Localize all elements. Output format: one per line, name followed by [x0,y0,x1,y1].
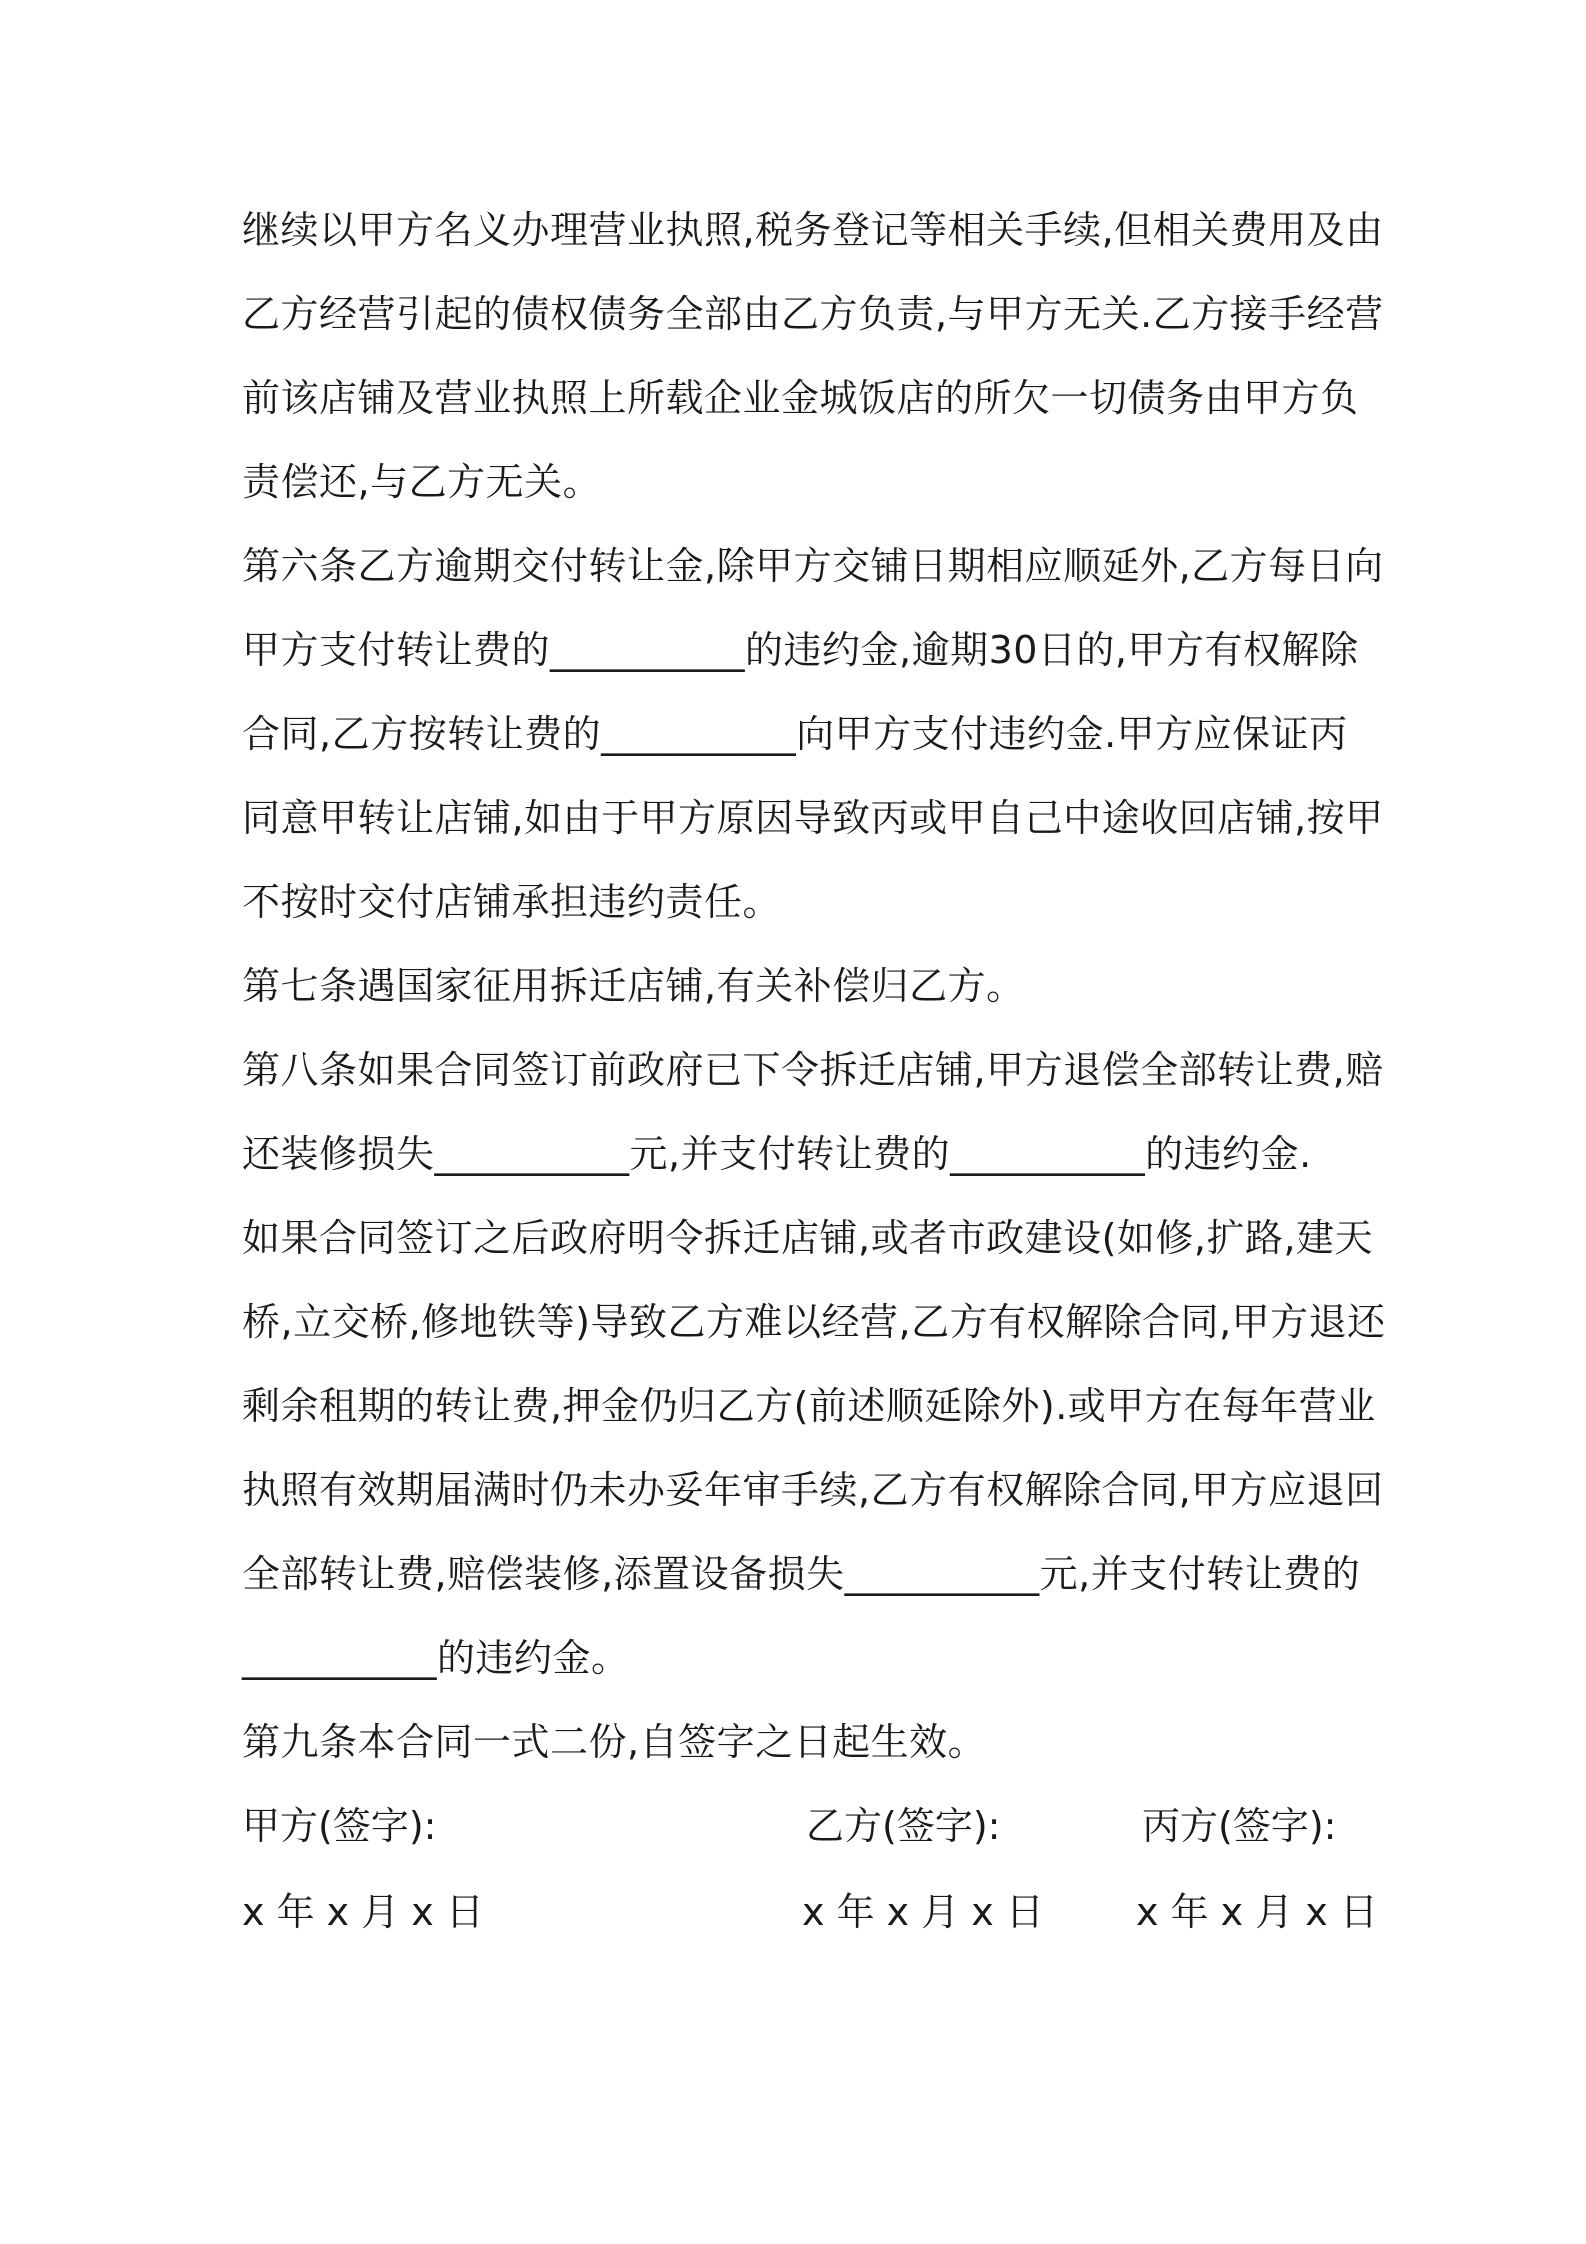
contract-line: 桥,立交桥,修地铁等)导致乙方难以经营,乙方有权解除合同,甲方退还 [242,1300,1386,1344]
contract-line: 同意甲转让店铺,如由于甲方原因导致丙或甲自己中途收回店铺,按甲 [242,796,1384,840]
contract-line: 责偿还,与乙方无关。 [242,460,602,504]
party-c-date: x 年 x 月 x 日 [1136,1890,1378,1934]
party-b-signature-label: 乙方(签字): [806,1804,1001,1848]
contract-line: 不按时交付店铺承担违约责任。 [242,880,782,924]
party-a-signature-label: 甲方(签字): [242,1804,437,1848]
contract-line: 剩余租期的转让费,押金仍归乙方(前述顺延除外).或甲方在每年营业 [242,1384,1376,1428]
clause-9-line: 第九条本合同一式二份,自签字之日起生效。 [242,1720,987,1764]
contract-line: __________的违约金。 [242,1636,630,1680]
contract-line: 如果合同签订之后政府明令拆迁店铺,或者市政建设(如修,扩路,建天 [242,1216,1374,1260]
contract-line: 全部转让费,赔偿装修,添置设备损失__________元,并支付转让费的 [242,1552,1361,1596]
contract-line: 乙方经营引起的债权债务全部由乙方负责,与甲方无关.乙方接手经营 [242,292,1384,336]
contract-line: 合同,乙方按转让费的__________向甲方支付违约金.甲方应保证丙 [242,712,1348,756]
party-c-signature-label: 丙方(签字): [1142,1804,1337,1848]
contract-line: 甲方支付转让费的__________的违约金,逾期30日的,甲方有权解除 [242,628,1359,672]
contract-line: 执照有效期届满时仍未办妥年审手续,乙方有权解除合同,甲方应退回 [242,1468,1384,1512]
contract-line: 还装修损失__________元,并支付转让费的__________的违约金. [242,1132,1312,1176]
clause-7-line: 第七条遇国家征用拆迁店铺,有关补偿归乙方。 [242,964,1025,1008]
contract-line: 继续以甲方名义办理营业执照,税务登记等相关手续,但相关费用及由 [242,208,1384,252]
party-b-date: x 年 x 月 x 日 [802,1890,1044,1934]
clause-6-line: 第六条乙方逾期交付转让金,除甲方交铺日期相应顺延外,乙方每日向 [242,544,1384,588]
clause-8-line: 第八条如果合同签订前政府已下令拆迁店铺,甲方退偿全部转让费,赔 [242,1048,1384,1092]
party-a-date: x 年 x 月 x 日 [242,1890,484,1934]
contract-line: 前该店铺及营业执照上所载企业金城饭店的所欠一切债务由甲方负 [242,376,1359,420]
